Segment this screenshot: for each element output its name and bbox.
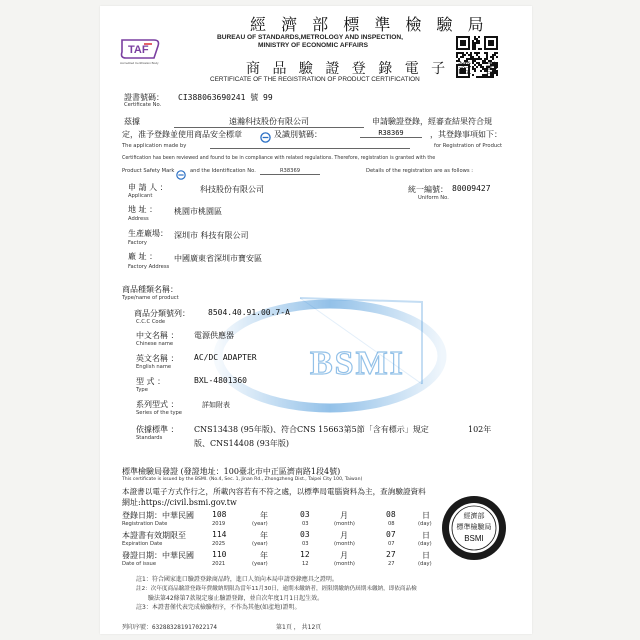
- registration-month-gregorian: 03: [302, 521, 309, 527]
- issuer-line-en: This certificate is issued by the BSMI. (No.4, Sec. 1, Jinan Rd., Zhongzheng Dist., Taipei City 100, Taiwan): [122, 477, 363, 482]
- agency-name-en-line1: BUREAU OF STANDARDS,METROLOGY AND INSPECTION,: [217, 34, 403, 41]
- standards-label: 依據標準 ：: [136, 425, 179, 434]
- month-unit-en: (month): [334, 541, 355, 547]
- print-serial-no: 列印序號：632883281917022174: [122, 624, 218, 631]
- expiration-date-label-en: Expiration Date: [122, 541, 163, 547]
- day-unit-en: (day): [418, 521, 432, 527]
- year-unit: 年: [260, 511, 268, 520]
- intro-cn-2a: 定，准予登錄並使用商品安全標章: [122, 130, 242, 139]
- intro-en-3c: Details of the registration are as follows :: [366, 168, 473, 174]
- intro-cn-1b: 申請驗證登錄，經審查結果符合規: [372, 117, 492, 126]
- agency-name-cn: 經 濟 部 標 準 檢 驗 局: [250, 15, 489, 34]
- certificate-no-label-en: Certificate No.: [124, 102, 162, 108]
- ccc-code-label: 商品分類號列：: [134, 309, 190, 318]
- svg-text:標準檢驗局: 標準檢驗局: [456, 523, 492, 531]
- factory-address-label: 廠 址 ：: [128, 252, 158, 261]
- expiration-day-gregorian: 07: [388, 541, 395, 547]
- expiration-month-gregorian: 03: [302, 541, 309, 547]
- certificate-document: [100, 6, 532, 634]
- series-value: 詳如附表: [202, 401, 230, 409]
- issue-year: 110: [212, 550, 227, 559]
- identification-no-en: R38369: [260, 168, 320, 175]
- year-unit: 年: [260, 551, 268, 560]
- intro-en-1b: for Registration of Product: [434, 143, 503, 149]
- day-unit: 日: [422, 531, 430, 540]
- month-unit: 月: [340, 531, 348, 540]
- factory-value: 深圳市 科技有限公司: [174, 231, 249, 240]
- issue-day-gregorian: 27: [388, 561, 395, 567]
- day-unit: 日: [422, 511, 430, 520]
- standards-label-en: Standards: [136, 435, 163, 441]
- year-unit-en: (year): [252, 541, 268, 547]
- expiration-year-gregorian: 2025: [212, 541, 226, 547]
- document-title-cn: 商 品 驗 證 登 錄 電 子 證 書: [246, 61, 503, 77]
- address-value: 桃園市桃園區: [174, 207, 222, 216]
- intro-en-2: Certification has been reviewed and found to be in compliance with related regulations. Therefore, registration is granted with the: [122, 156, 436, 161]
- intro-en-3: Product Safety Mark: [122, 168, 175, 174]
- applicant-label: 申 請 人 ：: [128, 183, 168, 192]
- svg-text:Accredited Certification Body: Accredited Certification Body: [120, 61, 159, 65]
- note-2: 註2：次年度商品驗證登錄年費繳納期限為當年11月30日，逾期未繳納者，經限期繳納仍屆期未繳納，即依商品檢: [136, 586, 417, 592]
- month-unit-en: (month): [334, 521, 355, 527]
- chinese-name-label: 中文名稱 ：: [136, 331, 179, 340]
- expiration-day: 07: [386, 530, 396, 539]
- standards-value-line2: 版、CNS14408 (93年版): [194, 439, 290, 448]
- year-unit: 年: [260, 531, 268, 540]
- registration-date-label-en: Registration Date: [122, 521, 168, 527]
- month-unit: 月: [340, 551, 348, 560]
- issuer-line: 標準檢驗局發證 (發證地址：100臺北市中正區濟南路1段4號): [122, 467, 341, 476]
- factory-address-value: 中國廣東省深圳市寶安區: [174, 254, 262, 263]
- certificate-no-value: CI388063690241 號 99: [178, 93, 273, 102]
- address-label-en: Address: [128, 216, 149, 222]
- intro-en-1: The application made by: [122, 143, 187, 149]
- taf-logo: [118, 36, 162, 66]
- registration-date-label: 登錄日期：中華民國: [122, 511, 194, 520]
- page-indicator: 第1頁 ， 共12頁: [276, 624, 322, 631]
- issue-day: 27: [386, 550, 396, 559]
- document-title-en: CERTIFICATE OF THE REGISTRATION OF PRODUCT CERTIFICATION: [210, 76, 420, 83]
- english-name-value: AC/DC ADAPTER: [194, 353, 257, 362]
- intro-en-3b: and the Identification No.: [190, 168, 256, 174]
- intro-en-blank-line: [210, 148, 410, 149]
- factory-address-label-en: Factory Address: [128, 264, 170, 270]
- issue-year-gregorian: 2021: [212, 561, 226, 567]
- uniform-no-label: 統一編號：: [408, 185, 448, 194]
- certificate-no-label: 證書號碼：: [124, 93, 164, 102]
- expiration-month: 03: [300, 530, 310, 539]
- series-label: 系列型式 ：: [136, 400, 179, 409]
- year-unit-en: (year): [252, 561, 268, 567]
- intro-cn-2c: ，其登錄事項如下：: [430, 130, 502, 139]
- expiration-date-label: 本證書有效期限至: [122, 531, 186, 540]
- issue-month-gregorian: 12: [302, 561, 309, 567]
- applicant-value: 科技股份有限公司: [200, 185, 264, 194]
- intro-cn-2b: 及識別號碼：: [274, 130, 322, 139]
- registration-year-gregorian: 2019: [212, 521, 226, 527]
- product-name-label-en: Type/name of product: [122, 295, 179, 301]
- series-label-en: Series of the type: [136, 410, 183, 416]
- svg-text:BSMI: BSMI: [310, 345, 405, 382]
- svg-text:BSMI: BSMI: [464, 534, 484, 543]
- type-label: 型 式 ：: [136, 377, 166, 386]
- product-name-label: 商品種類名稱：: [122, 285, 178, 294]
- ccc-code-value: 8504.40.91.00.7-A: [208, 308, 290, 317]
- note-1: 註1：符合國家進口驗證登錄商品時，進口人須向本局申請登錄應具之證明。: [136, 576, 338, 583]
- intro-cn-1a: 茲據: [124, 117, 140, 126]
- issuer-note-line: 本證書以電子方式作行之，所載內容若有不符之處，以標準局電腦資料為主，查詢驗證資料: [122, 487, 426, 496]
- standards-value-line1: CNS13438 (95年版)、符合CNS 15663第5節「含有標示」規定: [194, 425, 429, 434]
- uniform-no-value: 80009427: [452, 184, 491, 193]
- applicant-label-en: Applicant: [128, 193, 153, 199]
- bsmi-official-seal: [440, 494, 508, 562]
- issuer-website[interactable]: 網址:https://civil.bsmi.gov.tw: [122, 498, 237, 507]
- english-name-label: 英文名稱 ：: [136, 354, 179, 363]
- product-safety-mark-icon: [260, 128, 271, 147]
- day-unit-en: (day): [418, 561, 432, 567]
- expiration-year: 114: [212, 530, 227, 539]
- month-unit-en: (month): [334, 561, 355, 567]
- address-label: 地 址 ：: [128, 205, 158, 214]
- svg-text:TAF: TAF: [128, 44, 149, 56]
- ccc-code-label-en: C.C.C Code: [136, 319, 166, 325]
- note-2b: 驗法第42條第7款規定廢止驗證登錄，並自次年度1月1日起生效。: [148, 595, 324, 602]
- agency-name-en-line2: MINISTRY OF ECONOMIC AFFAIRS: [258, 42, 369, 49]
- issue-month: 12: [300, 550, 310, 559]
- identification-no-cn: R38369: [360, 129, 422, 138]
- chinese-name-label-en: Chinese name: [136, 341, 174, 347]
- product-safety-mark-icon-en: [176, 165, 186, 184]
- factory-label: 生產廠場：: [128, 229, 168, 238]
- note-3: 註3：本證書僅代表完成檢驗程序，不作為其他(如產地)證明。: [136, 604, 301, 611]
- type-value: BXL-4801360: [194, 376, 247, 385]
- registration-year: 108: [212, 510, 227, 519]
- registration-month: 03: [300, 510, 310, 519]
- type-label-en: Type: [136, 387, 148, 393]
- uniform-no-label-en: Uniform No.: [418, 195, 449, 201]
- registration-day: 08: [386, 510, 396, 519]
- registration-day-gregorian: 08: [388, 521, 395, 527]
- day-unit: 日: [422, 551, 430, 560]
- month-unit: 月: [340, 511, 348, 520]
- svg-text:經濟部: 經濟部: [463, 512, 485, 520]
- english-name-label-en: English name: [136, 364, 172, 370]
- day-unit-en: (day): [418, 541, 432, 547]
- issue-date-label: 發證日期：中華民國: [122, 551, 194, 560]
- factory-label-en: Factory: [128, 240, 147, 246]
- applicant-company-name: 遠瀚科技股份有限公司: [174, 116, 364, 128]
- year-unit-en: (year): [252, 521, 268, 527]
- standards-value-line1b: 102年: [468, 425, 492, 434]
- chinese-name-value: 電源供應器: [194, 331, 234, 340]
- issue-date-label-en: Date of issue: [122, 561, 157, 567]
